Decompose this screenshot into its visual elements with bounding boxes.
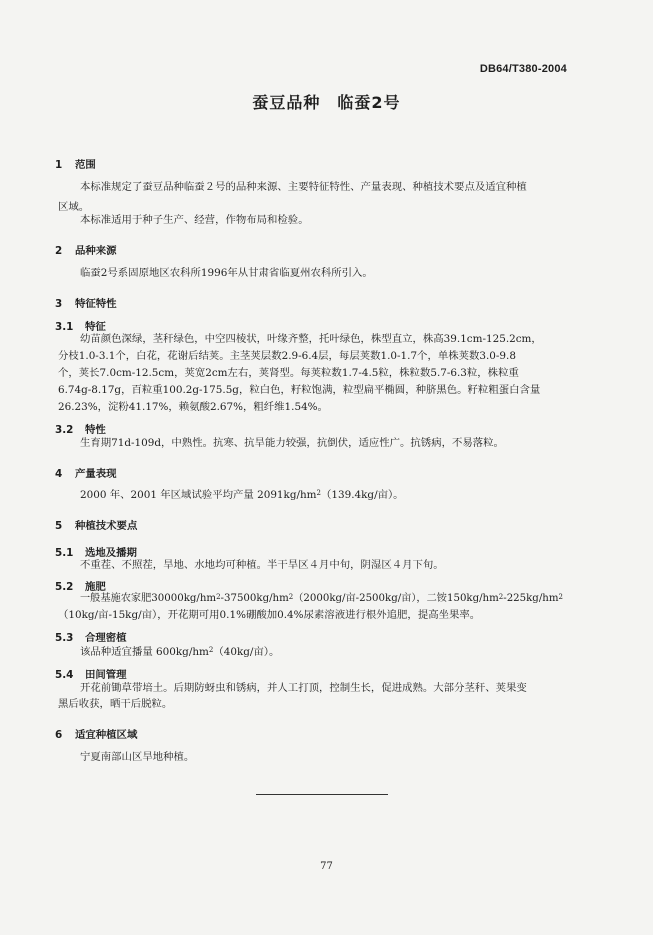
- paragraph-line: 6.74g-8.17g，百粒重100.2g-175.5g，粒白色，籽粒饱满，粒型扁平椭圆，种脐黑色。籽粒粗蛋白含量: [58, 384, 541, 396]
- subsection-title: 特性: [85, 424, 106, 436]
- section-heading: [55, 242, 117, 257]
- subsection-number: 5.3: [55, 632, 74, 644]
- subsection-number: 5.4: [55, 669, 74, 681]
- section-heading: [55, 295, 117, 310]
- subsection-title: 特征: [85, 321, 106, 333]
- page-title: 蚕豆品种 临蚕2号: [252, 93, 401, 112]
- section-number: 3: [55, 298, 63, 310]
- section-title: 种植技术要点: [75, 520, 138, 532]
- paragraph-line: 黑后收获，晒干后脱粒。: [58, 698, 173, 710]
- paragraph-line: 生育期71d-109d，中熟性。抗寒、抗旱能力较强，抗倒伏，适应性广。抗锈病，不易落粒。: [80, 437, 504, 449]
- paragraph-line: 本标准规定了蚕豆品种临蚕２号的品种来源、主要特征特性、产量表现、种植技术要点及适宜种植: [80, 181, 527, 193]
- section-title: 特征特性: [75, 298, 117, 310]
- text-span: -225kg/hm: [503, 593, 559, 604]
- paragraph-line: 区域。: [58, 201, 90, 213]
- paragraph-line: 开花前锄草带培土。后期防蚜虫和锈病，并人工打顶，控制生长，促进成熟。大部分茎秆、荚果变: [80, 682, 527, 694]
- paragraph-line: [80, 488, 404, 502]
- subsection-number: 5.1: [55, 547, 74, 559]
- section-title: 品种来源: [75, 245, 117, 257]
- superscript: 2: [216, 593, 221, 601]
- paragraph-line: [80, 645, 279, 659]
- subsection-number: 3.2: [55, 424, 74, 436]
- page-number: 77: [320, 861, 333, 872]
- paragraph-line: 幼苗颜色深绿，茎秆绿色，中空四棱状，叶缘齐整，托叶绿色，株型直立，株高39.1cm-125.2cm，: [80, 333, 542, 345]
- superscript: 2: [288, 593, 294, 601]
- section-number: 1: [55, 159, 63, 171]
- section-title: 范围: [75, 159, 96, 171]
- paragraph-line: 本标准适用于种子生产、经营，作物布局和检验。: [80, 214, 309, 226]
- paragraph-line: 不重茬、不照茬，旱地、水地均可种植。半干旱区４月中旬，阴湿区４月下旬。: [80, 559, 444, 571]
- subsection-heading: [55, 544, 137, 559]
- paragraph-line: 临蚕2号系固原地区农科所1996年从甘肃省临夏州农科所引入。: [80, 267, 373, 279]
- paragraph-line: 宁夏南部山区旱地种植。: [80, 751, 195, 763]
- subsection-title: 田间管理: [85, 669, 127, 681]
- paragraph-line: 个，荚长7.0cm-12.5cm，荚宽2cm左右，荚肾型。每荚粒数1.7-4.5粒，株粒数5.7-6.3粒，株粒重: [58, 367, 519, 379]
- section-heading: [55, 726, 137, 741]
- text-span: 一般基施农家肥30000kg/hm: [80, 593, 217, 604]
- superscript: 2: [208, 646, 214, 654]
- subsection-number: 3.1: [55, 321, 74, 333]
- section-heading: [55, 156, 96, 171]
- subsection-heading: [55, 578, 106, 593]
- subsection-heading: [55, 629, 127, 644]
- section-number: 2: [55, 245, 63, 257]
- text-span: （2000kg/亩-2500kg/亩），二铵150kg/hm: [293, 593, 499, 604]
- section-heading: [55, 517, 137, 532]
- section-title: 产量表现: [75, 468, 117, 480]
- section-title: 适宜种植区域: [75, 729, 138, 741]
- superscript: 2: [498, 593, 504, 601]
- section-heading: [55, 465, 117, 480]
- paragraph-line: [80, 592, 563, 606]
- text-span: （139.4kg/亩）。: [321, 489, 404, 501]
- section-number: 4: [55, 468, 63, 480]
- subsection-title: 合理密植: [85, 632, 127, 644]
- text-span: -37500kg/hm: [220, 593, 289, 604]
- section-number: 6: [55, 729, 63, 741]
- subsection-title: 施肥: [85, 581, 106, 593]
- paragraph-line: 26.23%，淀粉41.17%，赖氨酸2.67%，粗纤维1.54%。: [58, 401, 328, 413]
- superscript: 2: [316, 489, 321, 497]
- subsection-title: 选地及播期: [85, 547, 137, 559]
- paragraph-line: 分枝1.0-3.1个，白花，花谢后结荚。主茎荚层数2.9-6.4层，每层荚数1.0-1.7个，单株荚数3.0-9.8: [58, 350, 516, 362]
- superscript: 2: [558, 593, 563, 601]
- subsection-number: 5.2: [55, 581, 74, 593]
- subsection-heading: [55, 666, 127, 681]
- subsection-heading: [55, 318, 106, 333]
- text-span: （40kg/亩）。: [213, 646, 280, 658]
- section-number: 5: [55, 520, 63, 532]
- text-span: 该品种适宜播量 600kg/hm: [80, 646, 209, 658]
- text-span: 2000 年、2001 年区域试验平均产量 2091kg/hm: [80, 489, 317, 501]
- paragraph-line: （10kg/亩-15kg/亩），开花期可用0.1%硼酸加0.4%尿素溶液进行根外追肥，提高坐果率。: [58, 609, 481, 621]
- standard-number: DB64/T380-2004: [479, 63, 567, 75]
- subsection-heading: [55, 421, 106, 436]
- end-rule: [256, 794, 388, 795]
